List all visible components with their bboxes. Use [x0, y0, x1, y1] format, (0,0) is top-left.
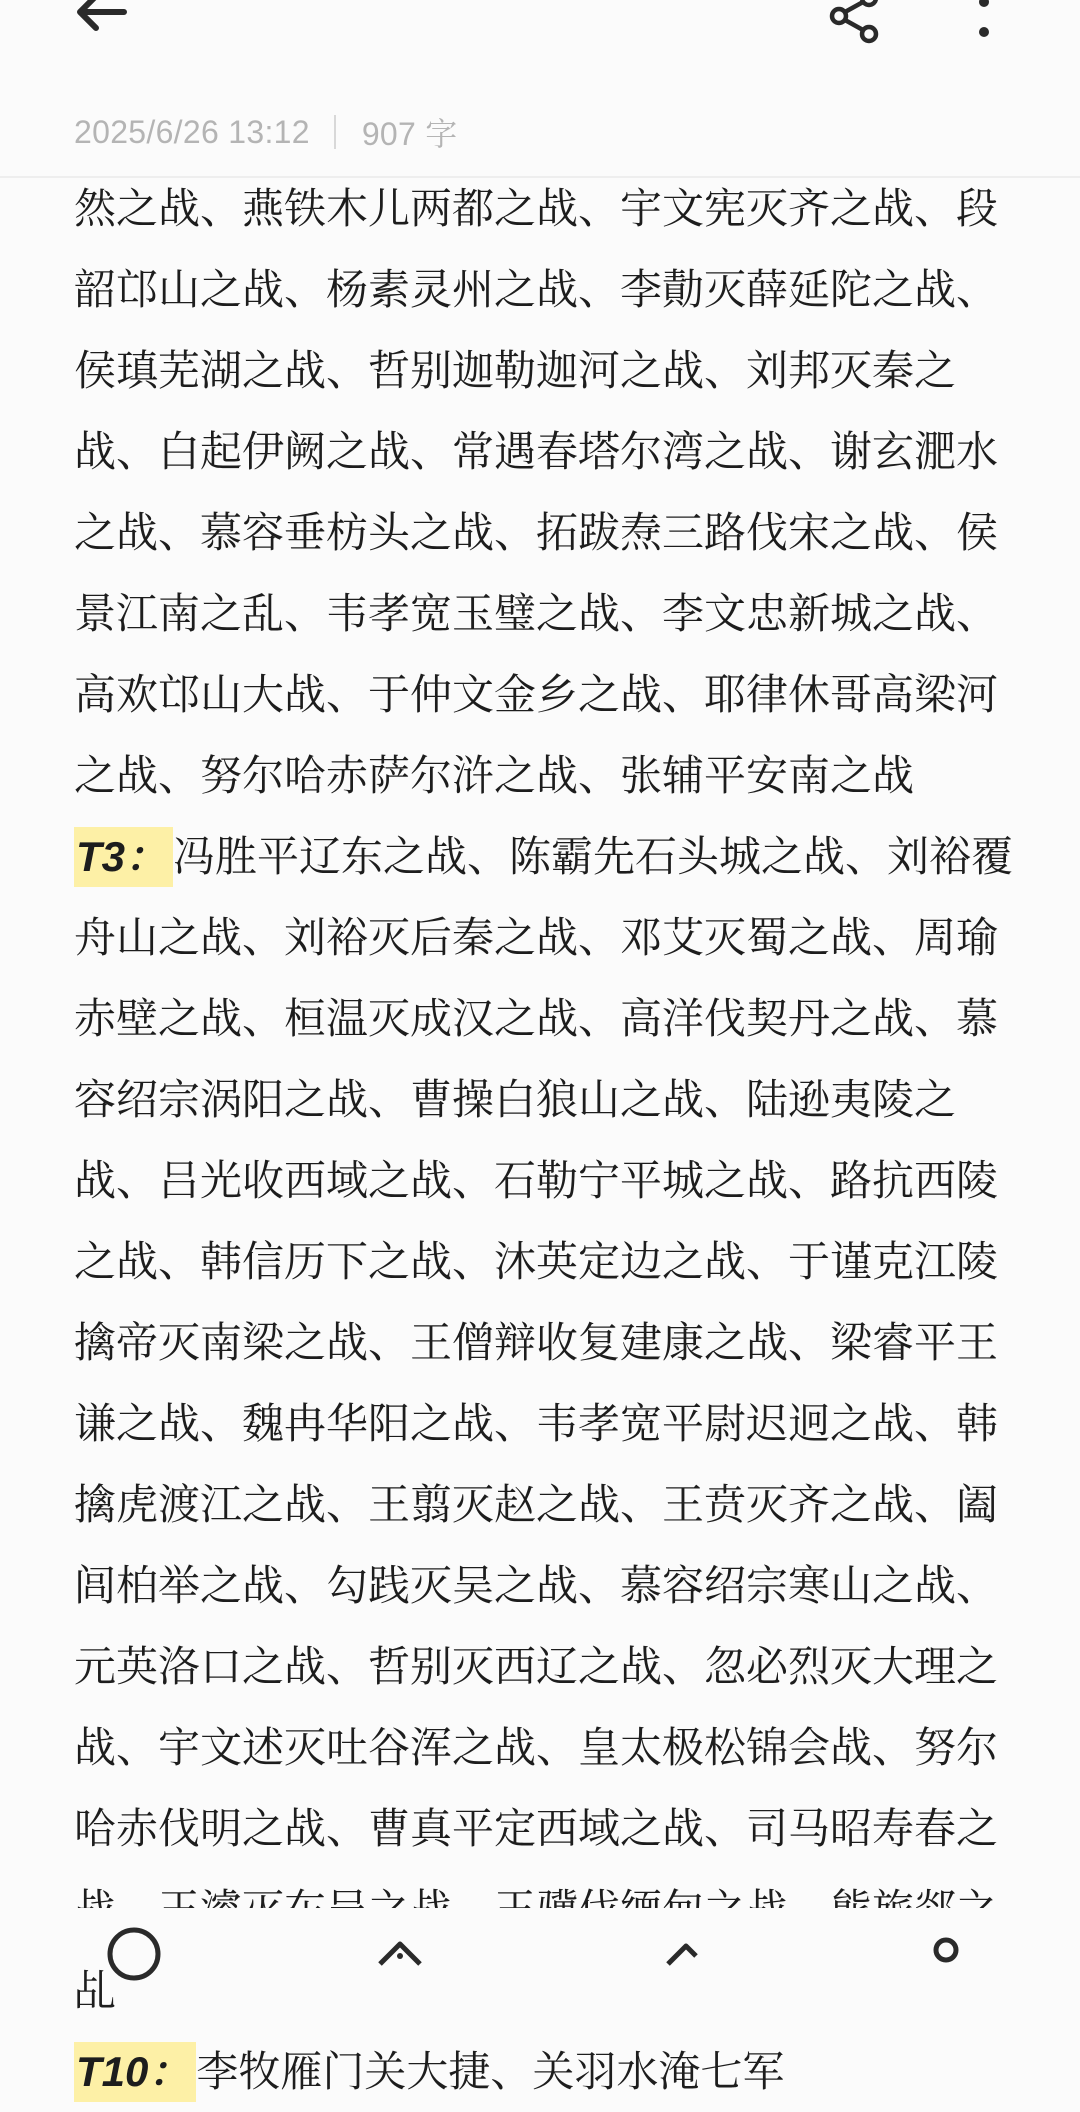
note-line-text: 之战、韩信历下之战、沐英定边之战、于谨克江陵: [74, 1237, 999, 1286]
tier-tag: T10：: [74, 2042, 196, 2102]
note-line: [74, 1302, 1014, 1383]
note-line-text: 高欢邙山大战、于仲文金乡之战、耶律休哥高梁河: [74, 670, 999, 719]
note-line: [74, 492, 1014, 573]
tier-tag: T3：: [74, 827, 173, 887]
note-date: 2025/6/26 13:12: [74, 113, 310, 150]
note-line: [74, 2031, 1014, 2112]
bottom-toolbar-icons: [0, 1908, 1080, 1964]
note-line: [74, 816, 1014, 897]
person-icon[interactable]: [936, 1940, 956, 1960]
note-line: [74, 1383, 1014, 1464]
note-line: [74, 1545, 1014, 1626]
note-line: [74, 1140, 1014, 1221]
note-line-text: 容绍宗涡阳之战、曹操白狼山之战、陆逊夷陵之: [74, 1075, 957, 1124]
share-icon: [825, 0, 885, 46]
note-line-text: 侯瑱芜湖之战、哲别迦勒迦河之战、刘邦灭秦之: [74, 346, 957, 395]
note-line: [74, 1059, 1014, 1140]
top-app-bar: [0, 0, 1080, 80]
note-line: [74, 573, 1014, 654]
note-line: [74, 168, 1014, 249]
more-options-button[interactable]: [944, 0, 1024, 56]
more-vertical-icon: [974, 0, 994, 46]
note-line: [74, 249, 1014, 330]
note-line-text: 李牧雁门关大捷、关羽水淹七军: [196, 2047, 785, 2096]
note-line-text: 战、宇文述灭吐谷浑之战、皇太极松锦会战、努尔: [74, 1723, 999, 1772]
note-line-text: 赤壁之战、桓温灭成汉之战、高洋伐契丹之战、慕: [74, 994, 999, 1043]
note-line-text: 景江南之乱、韦孝宽玉璧之战、李文忠新城之战、: [74, 589, 999, 638]
note-line: [74, 1464, 1014, 1545]
note-line: [74, 330, 1014, 411]
note-line-text: 擒虎渡江之战、王翦灭赵之战、王贲灭齐之战、阖: [74, 1480, 999, 1529]
note-line: [74, 1788, 1014, 1869]
note-line-text: 闾柏举之战、勾践灭吴之战、慕容绍宗寒山之战、: [74, 1561, 999, 1610]
arrow-left-icon: [70, 0, 130, 37]
note-line: [74, 654, 1014, 735]
note-word-count: 907 字: [361, 116, 458, 152]
note-line: [74, 1221, 1014, 1302]
note-line-text: 战、吕光收西域之战、石勒宁平城之战、路抗西陵: [74, 1156, 999, 1205]
bottom-toolbar: [0, 1908, 1080, 1964]
note-line: [74, 897, 1014, 978]
tag-icon[interactable]: [380, 1944, 420, 1964]
note-line-text: 舟山之战、刘裕灭后秦之战、邓艾灭蜀之战、周瑜: [74, 913, 999, 962]
note-body[interactable]: [74, 168, 1014, 2096]
note-line-text: 哈赤伐明之战、曹真平定西域之战、司马昭寿春之: [74, 1804, 999, 1853]
note-line: [74, 978, 1014, 1059]
note-line-text: 冯胜平辽东之战、陈霸先石头城之战、刘裕覆: [173, 832, 1014, 881]
edit-icon[interactable]: [668, 1946, 696, 1964]
back-button[interactable]: [40, 0, 160, 52]
note-line: [74, 735, 1014, 816]
meta-divider: [334, 115, 336, 149]
share-button[interactable]: [810, 0, 900, 56]
note-line-text: 之战、慕容垂枋头之战、拓跋焘三路伐宋之战、侯: [74, 508, 999, 557]
note-line: [74, 1707, 1014, 1788]
note-line-text: 战、白起伊阙之战、常遇春塔尔湾之战、谢玄淝水: [74, 427, 999, 476]
note-line: [74, 1626, 1014, 1707]
note-line-text: 乩: [74, 1966, 117, 2015]
note-line-text: 擒帝灭南梁之战、王僧辩收复建康之战、梁睿平王: [74, 1318, 999, 1367]
note-line-text: 谦之战、魏冉华阳之战、韦孝宽平尉迟迥之战、韩: [74, 1399, 999, 1448]
note-line-text: 之战、努尔哈赤萨尔浒之战、张辅平安南之战: [74, 751, 915, 800]
note-meta: [74, 104, 458, 160]
note-line-text: 然之战、燕铁木儿两都之战、宇文宪灭齐之战、段: [74, 184, 999, 233]
note-line-text: 元英洛口之战、哲别灭西辽之战、忽必烈灭大理之: [74, 1642, 999, 1691]
note-line-text: 韶邙山之战、杨素灵州之战、李勣灭薛延陀之战、: [74, 265, 999, 314]
note-line: [74, 411, 1014, 492]
